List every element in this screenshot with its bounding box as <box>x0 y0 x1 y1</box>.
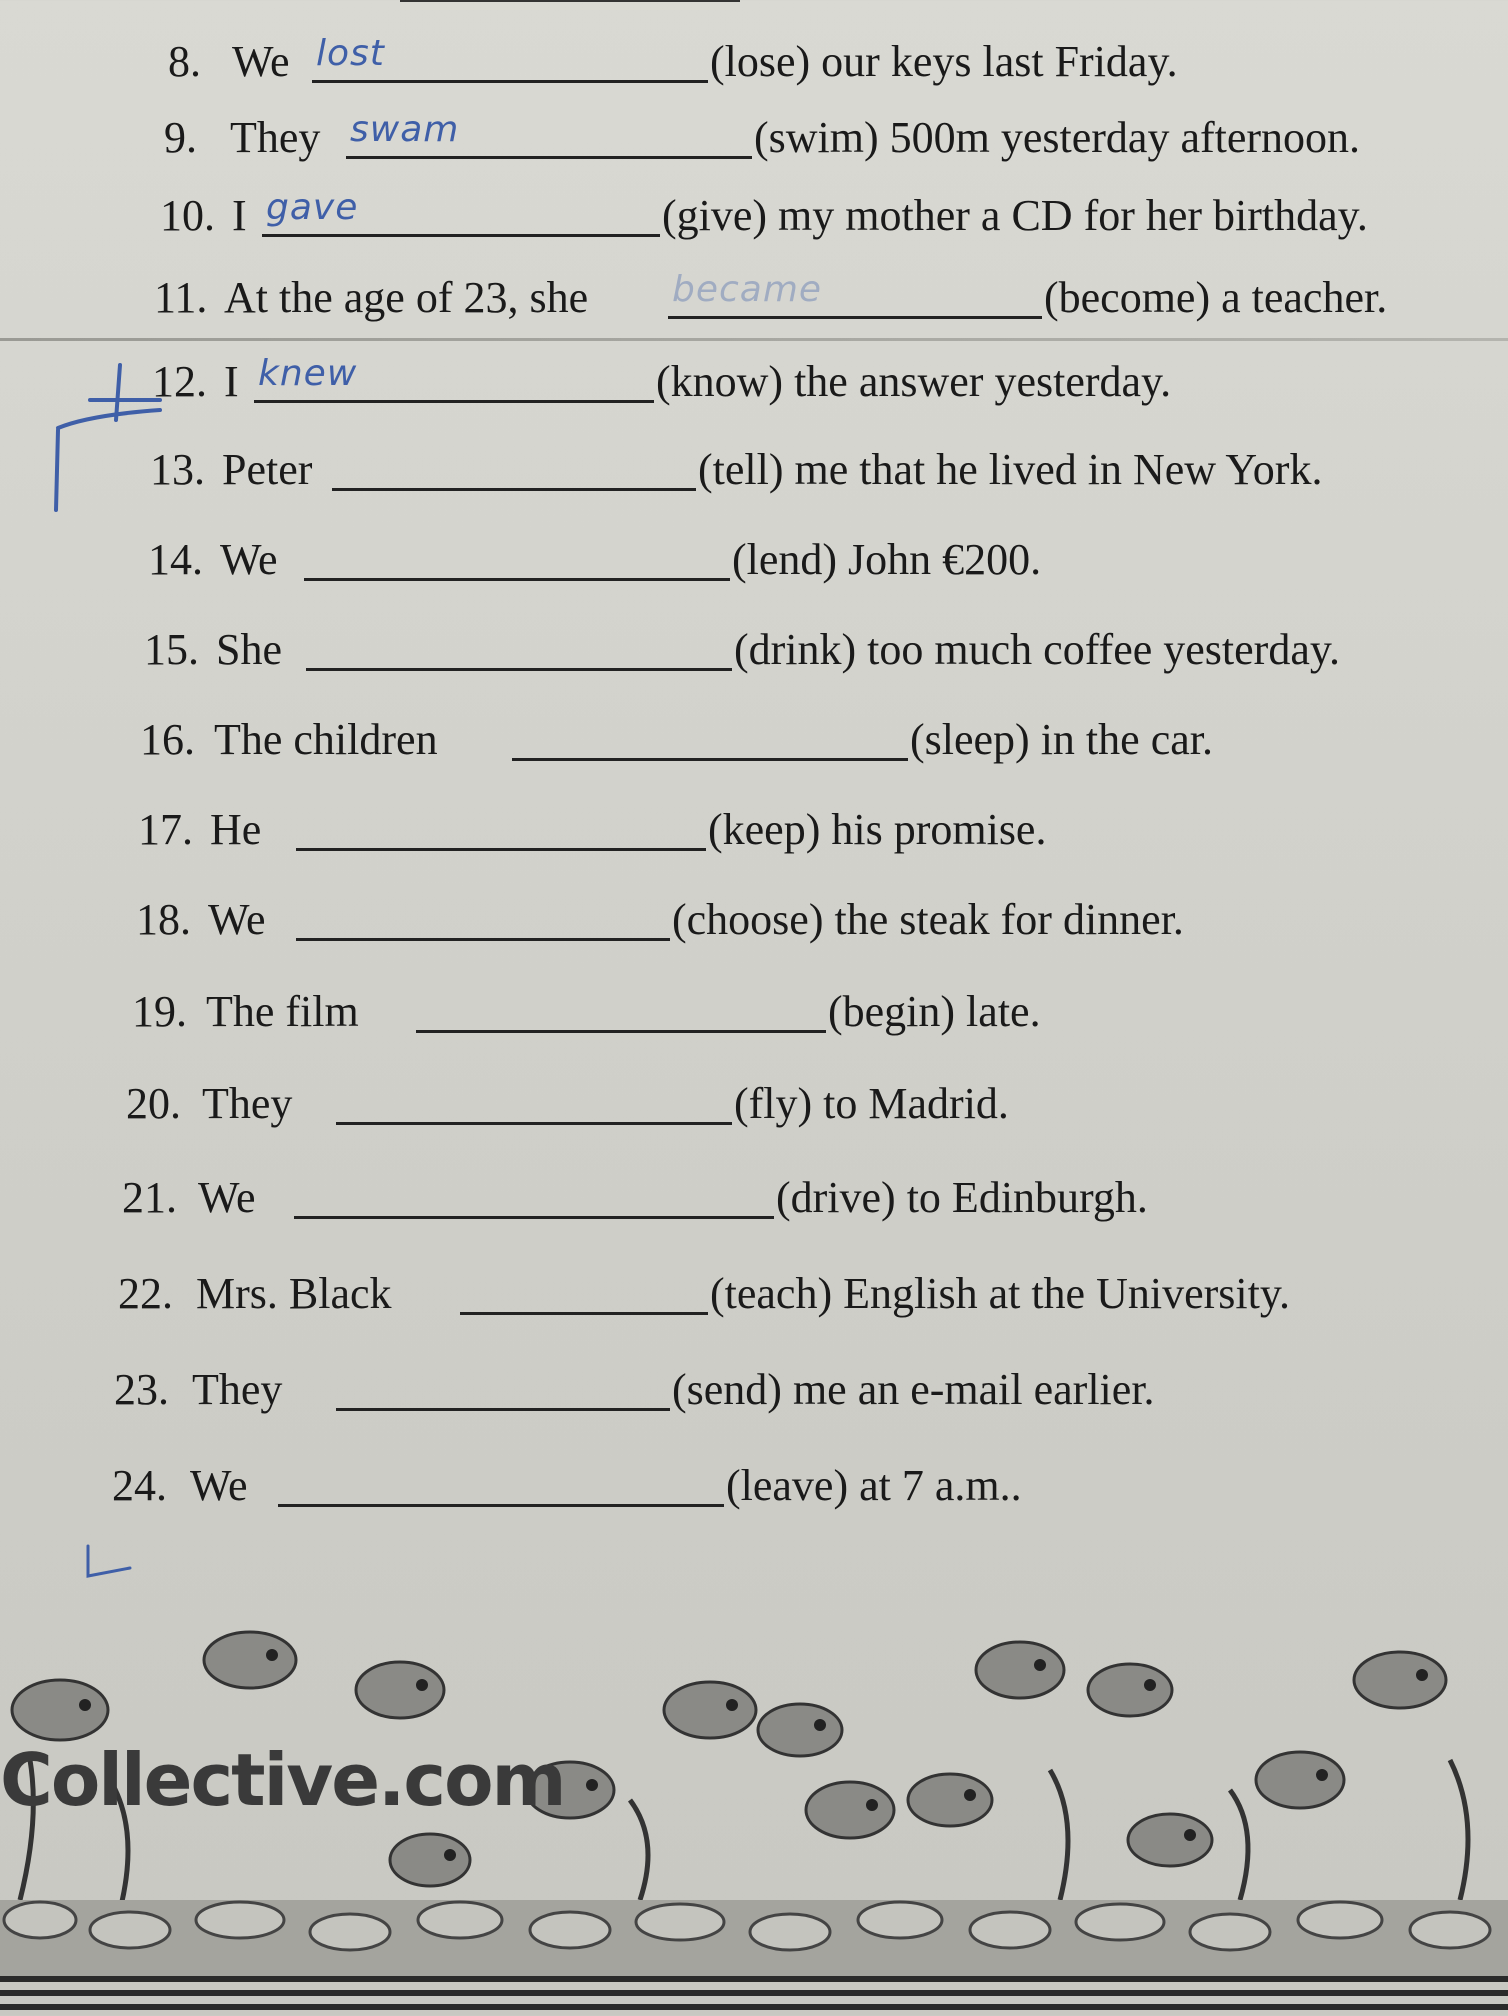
answer-blank[interactable] <box>304 530 730 581</box>
handwritten-answer: gave <box>266 187 359 228</box>
answer-blank[interactable] <box>512 710 908 761</box>
exercise-item <box>122 1168 1508 1228</box>
answer-blank[interactable] <box>294 1168 774 1219</box>
item-number: 8. <box>168 37 201 86</box>
margin-tick-mark <box>80 1540 140 1590</box>
exercise-item <box>114 1360 1508 1420</box>
item-subject: They <box>192 1365 283 1414</box>
item-number: 9. <box>164 113 197 162</box>
item-number: 18. <box>136 895 191 944</box>
exercise-item <box>118 1264 1508 1324</box>
item-number: 17. <box>138 805 193 854</box>
item-number: 12. <box>152 357 207 406</box>
item-cue: (choose) the steak for dinner. <box>672 895 1184 944</box>
item-subject: They <box>230 113 321 162</box>
answer-blank[interactable] <box>346 108 752 159</box>
handwritten-answer: became <box>672 269 823 310</box>
answer-blank[interactable] <box>306 620 732 671</box>
exercise-item <box>152 352 1508 412</box>
exercise-item <box>144 620 1508 680</box>
item-subject: We <box>220 535 278 584</box>
exercise-item <box>160 186 1508 246</box>
answer-blank[interactable] <box>332 440 696 491</box>
item-subject: We <box>208 895 266 944</box>
answer-blank[interactable] <box>336 1074 732 1125</box>
watermark-text: Collective.com <box>0 1738 565 1822</box>
item-subject: She <box>216 625 282 674</box>
item-cue: (drink) too much coffee yesterday. <box>734 625 1340 674</box>
fish-icon <box>390 1834 470 1886</box>
exercise-item <box>154 268 1508 328</box>
item-cue: (begin) late. <box>828 987 1041 1036</box>
answer-blank[interactable] <box>416 982 826 1033</box>
fish-icon <box>1354 1652 1446 1708</box>
fish-icon <box>204 1632 296 1688</box>
answer-blank[interactable] <box>296 890 670 941</box>
item-number: 24. <box>112 1461 167 1510</box>
item-subject: Peter <box>222 445 313 494</box>
item-number: 20. <box>126 1079 181 1128</box>
item-cue: (lend) John €200. <box>732 535 1042 584</box>
fish-icon <box>908 1774 992 1826</box>
exercise-item <box>112 1456 1508 1516</box>
item-cue: (become) a teacher. <box>1044 273 1388 322</box>
item-number: 10. <box>160 191 215 240</box>
item-cue: (leave) at 7 a.m.. <box>726 1461 1022 1510</box>
item-subject: I <box>224 357 239 406</box>
answer-blank[interactable] <box>312 32 708 83</box>
answer-blank[interactable] <box>296 800 706 851</box>
answer-blank[interactable] <box>460 1264 708 1315</box>
item-subject: At the age of 23, she <box>224 273 589 322</box>
item-number: 15. <box>144 625 199 674</box>
item-subject: He <box>210 805 262 854</box>
exercise-item <box>148 530 1508 590</box>
item-cue: (send) me an e-mail earlier. <box>672 1365 1155 1414</box>
item-subject: The children <box>214 715 438 764</box>
exercise-item <box>150 440 1508 500</box>
item-cue: (swim) 500m yesterday afternoon. <box>754 113 1361 162</box>
item-number: 22. <box>118 1269 173 1318</box>
answer-blank[interactable] <box>254 352 654 403</box>
answer-blank[interactable] <box>336 1360 670 1411</box>
item-number: 23. <box>114 1365 169 1414</box>
handwritten-answer: knew <box>258 353 358 394</box>
exercise-item <box>164 108 1508 168</box>
exercise-item <box>140 710 1508 770</box>
item-cue: (give) my mother a CD for her birthday. <box>662 191 1368 240</box>
item-subject: We <box>190 1461 248 1510</box>
item-subject: Mrs. Black <box>196 1269 392 1318</box>
item-number: 16. <box>140 715 195 764</box>
exercise-item <box>132 982 1508 1042</box>
item-number: 13. <box>150 445 205 494</box>
handwritten-answer: lost <box>316 33 385 74</box>
answer-blank[interactable] <box>668 268 1042 319</box>
item-number: 19. <box>132 987 187 1036</box>
handwritten-answer: swam <box>350 109 460 150</box>
paper-fold <box>0 338 1508 341</box>
item-subject: They <box>202 1079 293 1128</box>
item-cue: (fly) to Madrid. <box>734 1079 1009 1128</box>
item-cue: (drive) to Edinburgh. <box>776 1173 1148 1222</box>
item-number: 14. <box>148 535 203 584</box>
exercise-item <box>126 1074 1508 1134</box>
fish-icon <box>1088 1664 1172 1716</box>
answer-blank[interactable] <box>262 186 660 237</box>
item-cue: (teach) English at the University. <box>710 1269 1290 1318</box>
item-number: 21. <box>122 1173 177 1222</box>
fish-icon <box>1128 1814 1212 1866</box>
top-rule <box>400 0 740 2</box>
item-cue: (know) the answer yesterday. <box>656 357 1172 406</box>
exercise-item <box>168 32 1508 92</box>
item-subject: I <box>232 191 247 240</box>
answer-blank[interactable] <box>278 1456 724 1507</box>
item-cue: (sleep) in the car. <box>910 715 1213 764</box>
fish-icon <box>758 1704 842 1756</box>
item-cue: (tell) me that he lived in New York. <box>698 445 1323 494</box>
fish-icon <box>12 1680 108 1740</box>
item-cue: (keep) his promise. <box>708 805 1047 854</box>
item-cue: (lose) our keys last Friday. <box>710 37 1178 86</box>
fish-icon <box>806 1782 894 1838</box>
exercise-item <box>136 890 1508 950</box>
exercise-item <box>138 800 1508 860</box>
item-subject: The film <box>206 987 359 1036</box>
fish-icon <box>976 1642 1064 1698</box>
fish-icon <box>664 1682 756 1738</box>
item-subject: We <box>232 37 290 86</box>
item-subject: We <box>198 1173 256 1222</box>
fish-icon <box>356 1662 444 1718</box>
fish-icon <box>1256 1752 1344 1808</box>
item-number: 11. <box>154 273 208 322</box>
